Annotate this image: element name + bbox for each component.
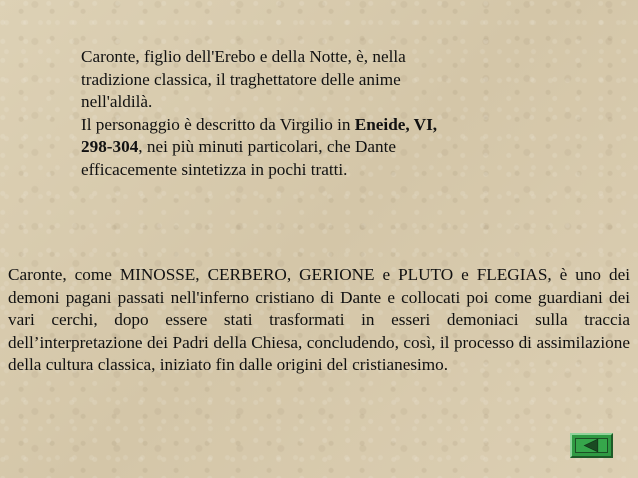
intro-line-6: efficacemente sintetizza in pochi tratti. bbox=[81, 159, 348, 179]
intro-text-block bbox=[81, 46, 551, 181]
back-button[interactable] bbox=[570, 433, 613, 458]
intro-line-4 bbox=[81, 114, 551, 137]
eneide-reference: Eneide, VI, bbox=[354, 114, 438, 134]
intro-line-4-text: Il personaggio è descritto da Virgilio in bbox=[81, 114, 355, 134]
intro-line-2: tradizione classica, il traghettatore delle anime bbox=[81, 69, 401, 89]
intro-line-3: nell'aldilà. bbox=[81, 92, 153, 111]
triangle-left-icon bbox=[572, 435, 611, 456]
verse-reference: 298-304 bbox=[81, 137, 139, 156]
intro-line-5 bbox=[81, 136, 551, 159]
intro-line-5-text: , nei più minuti particolari, che Dante bbox=[138, 137, 397, 156]
body-paragraph: Caronte, come MINOSSE, CERBERO, GERIONE e PLUTO e FLEGIAS, è uno dei demoni pagani passati nell'inferno cristiano di Dante e collocati poi come guardiani dei vari cerchi, dopo essere stati trasformati in esseri demoniaci sulla traccia dell’interpretazione dei Padri della Chiesa, concludendo, così, il processo di assimilazione della cultura classica, iniziato fin dalle origini del cristianesimo. bbox=[8, 265, 630, 374]
intro-line-1: Caronte, figlio dell'Erebo e della Notte, è, nella bbox=[81, 47, 406, 66]
